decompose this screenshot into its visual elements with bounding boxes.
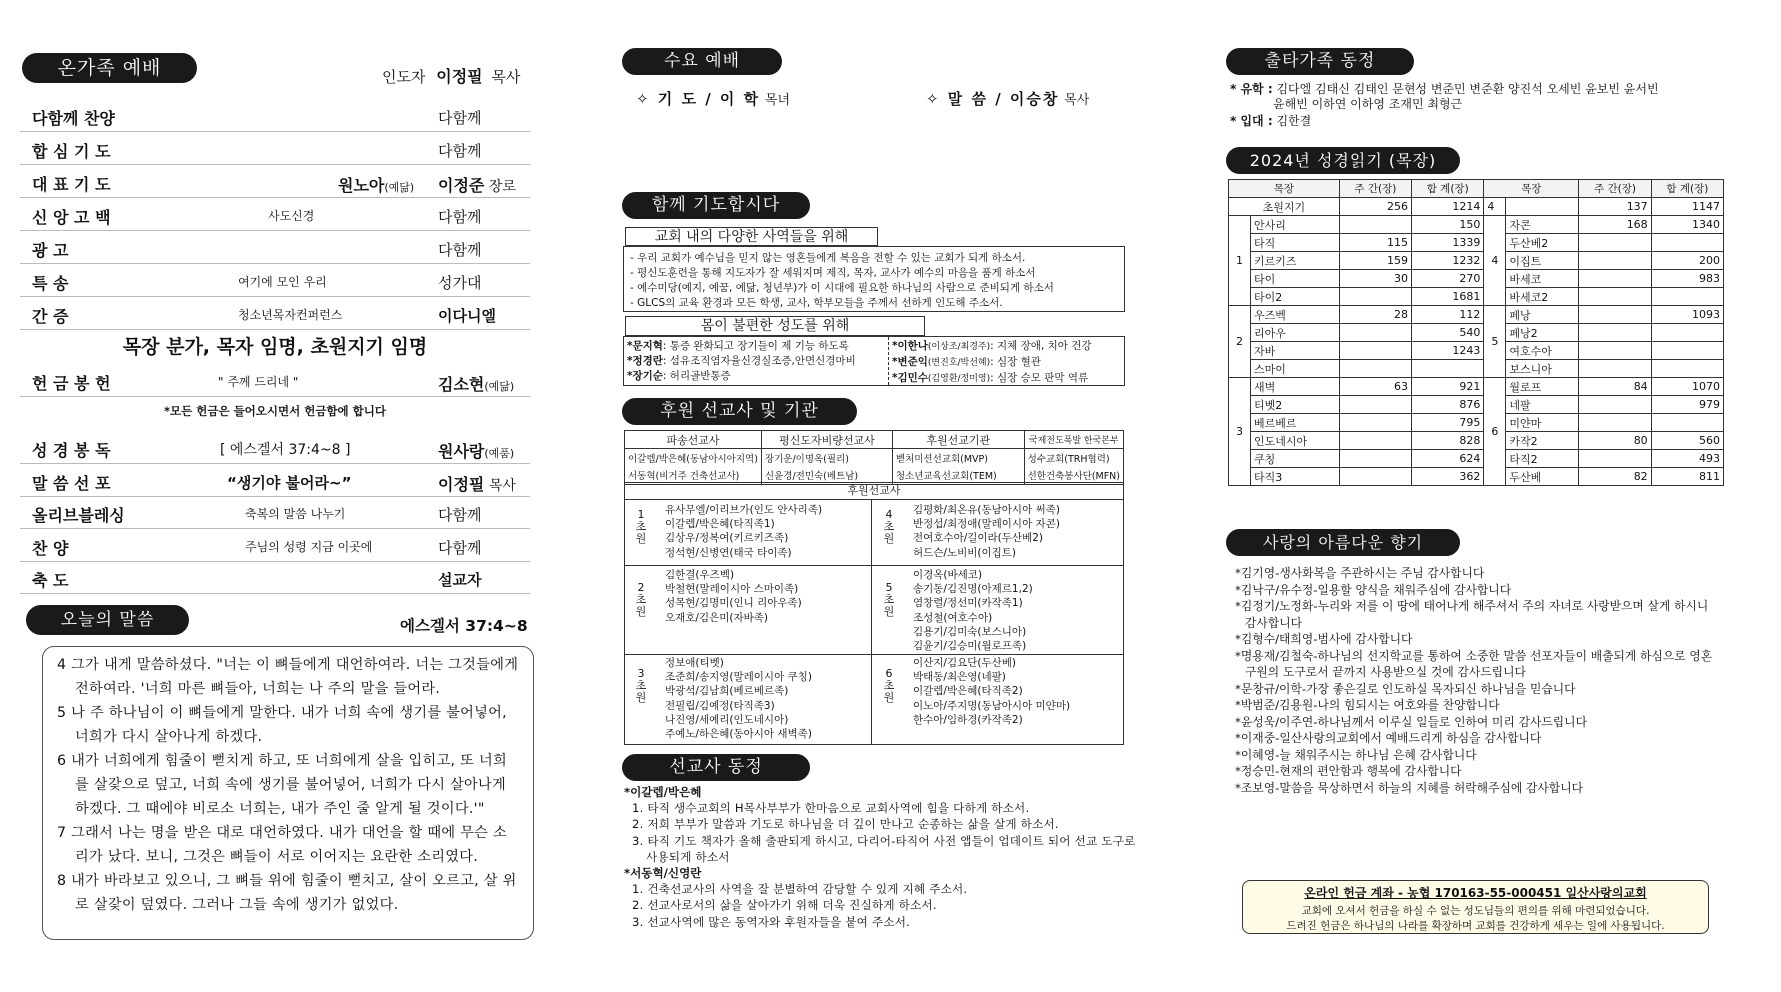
bible-name <box>1506 198 1579 216</box>
news-item: 2. 선교사로서의 삶을 살아가기 위해 더욱 진실하게 하소서. <box>632 898 937 913</box>
group-list <box>913 503 1060 560</box>
group-list <box>665 568 802 625</box>
thanks-item: *김형수/태희영-범사에 감사합니다 <box>1235 632 1413 646</box>
order-row <box>20 133 530 165</box>
support-cell: 성수교회(TRH협력) <box>1024 449 1123 467</box>
bible-header: 합 계(장) <box>1651 180 1723 198</box>
order-row <box>20 100 530 132</box>
bible-name: 바세코 <box>1506 270 1579 288</box>
order-person: 다함께 <box>438 109 482 127</box>
bible-row <box>1229 432 1724 450</box>
support-cell: 이갈렙/박은혜(동남아시아지역) <box>625 449 762 467</box>
bible-week: 159 <box>1339 252 1411 270</box>
order-detail: 여기에 모인 우리 <box>238 275 327 289</box>
bible-total: 1243 <box>1412 342 1484 360</box>
bible-row <box>1229 216 1724 234</box>
news-list <box>624 784 1144 930</box>
news-item: 2. 저희 부부가 말씀과 기도로 하나님을 더 깊이 만나고 순종하는 삶을 살게 하소서. <box>632 817 1059 832</box>
missionary-item: 이갈렙/박은혜(타직족1) <box>665 518 775 531</box>
bible-header-row <box>1229 180 1724 198</box>
order-person: 다함께 <box>438 208 482 226</box>
bible-group: 4 <box>1484 216 1506 306</box>
offering-person: 김소현(예닮) <box>438 375 515 394</box>
bible-total: 362 <box>1412 468 1484 486</box>
missionary-item: 전여호수아/길이라(두산베2) <box>913 532 1043 545</box>
order-person: 다함께 <box>438 241 482 259</box>
account-box <box>1242 880 1709 934</box>
bible-row <box>1229 450 1724 468</box>
bible-header: 주 간(장) <box>1339 180 1411 198</box>
bible-week: 63 <box>1339 378 1411 396</box>
bible-name: 페낭2 <box>1506 324 1579 342</box>
order-person: 설교자 <box>438 571 482 589</box>
missionary-item: 김윤기/김승미(월로프족) <box>913 640 1027 653</box>
missionary-item: 이갈렙/박은혜(타직족2) <box>913 685 1023 698</box>
bible-name: 리아우 <box>1251 324 1340 342</box>
order-row <box>20 562 530 594</box>
bible-total <box>1651 324 1723 342</box>
bible-name: 베르베르 <box>1251 414 1340 432</box>
group-label: 2초원 <box>635 581 647 618</box>
missionary-item: 정석현/신병연(태국 타이족) <box>665 546 792 559</box>
bible-name: 두산베2 <box>1506 234 1579 252</box>
bible-total <box>1651 342 1723 360</box>
sick-item: *이한나(이상조/최경주): 지체 장애, 치아 건강 <box>892 340 1092 352</box>
bible-total: 1147 <box>1651 198 1723 216</box>
thanks-item: *조보영-말씀을 묵상하면서 하늘의 지혜를 허락해주심에 감사합니다 <box>1235 780 1583 795</box>
bible-total: 828 <box>1412 432 1484 450</box>
supported-header: 후원선교사 <box>625 483 1123 500</box>
order-label: 신 앙 고 백 <box>32 208 111 227</box>
missionary-item: 유사무엘/이리브가(인도 안사리족) <box>665 504 823 516</box>
verse: 7 그래서 나는 명을 받은 대로 대언하였다. 내가 대언을 할 때에 무슨 소리가 났다. 보니, 그것은 뼈들이 서로 이어지는 요란한 소리였다. <box>57 825 507 865</box>
offering-label: 헌 금 봉 헌 <box>32 374 111 393</box>
worship-title: 온가족 예배 <box>22 53 197 83</box>
bible-name: 자바 <box>1251 342 1340 360</box>
bible-total <box>1651 414 1723 432</box>
bible-week <box>1579 396 1651 414</box>
order-person: 다함께 <box>438 142 482 160</box>
missionary-item: 오재호/김은미(자바족) <box>665 611 769 624</box>
bible-name: 타직 <box>1251 234 1340 252</box>
order-person: 다함께 <box>438 506 482 524</box>
bible-week <box>1339 414 1411 432</box>
word-title: 오늘의 말씀 <box>26 605 189 635</box>
bible-week <box>1339 324 1411 342</box>
bible-total: 270 <box>1412 270 1484 288</box>
bible-week <box>1579 270 1651 288</box>
bible-name: 네팔 <box>1506 396 1579 414</box>
thanks-item: *김기영-생사화복을 주관하시는 주님 감사합니다 <box>1235 566 1485 580</box>
bible-week <box>1339 216 1411 234</box>
bible-group: 2 <box>1229 306 1251 378</box>
order-label: 올리브블레싱 <box>32 506 125 525</box>
bible-week <box>1339 288 1411 306</box>
bible-row <box>1229 468 1724 486</box>
order-row <box>20 232 530 264</box>
bible-name: 인도네시아 <box>1251 432 1340 450</box>
bible-row <box>1229 252 1724 270</box>
missionary-item: 김한결(우즈벡) <box>665 569 735 581</box>
family-title: 출타가족 동정 <box>1226 48 1414 75</box>
thanks-item: *정승민-현재의 편안함과 행복에 감사합니다 <box>1235 764 1462 778</box>
news-item: 1. 건축선교사의 사역을 잘 분별하여 감당할 수 있게 지혜 주소서. <box>632 882 968 897</box>
bible-name: 보스니아 <box>1506 360 1579 378</box>
sick-box-title: 몸이 불편한 성도를 위해 <box>625 316 925 336</box>
ministry-item: - 우리 교회가 예수님을 믿지 않는 영혼들에게 복음을 전할 수 있는 교회가 되게 하소서. <box>630 252 1026 264</box>
verse: 6 내가 너희에게 힘줄이 뻗치게 하고, 또 너희에게 살을 입히고, 또 너희를 살갗으로 덮고, 너희 속에 생기를 불어넣어, 너희가 다시 살아나게 하겠다. 그 때에야 비로소 너희는, 내가 주인 줄 알게 될 것이다.'" <box>57 753 507 817</box>
bible-week: 30 <box>1339 270 1411 288</box>
sick-item: *김민수(김영환/정미영): 심장 승모 판막 역류 <box>892 372 1089 384</box>
bible-row <box>1229 270 1724 288</box>
bible-week: 137 <box>1579 198 1651 216</box>
bible-total <box>1651 360 1723 378</box>
pray-title: 함께 기도합시다 <box>622 192 810 219</box>
support-table <box>624 430 1124 485</box>
verse: 4 그가 내게 말씀하셨다. "너는 이 뼈들에게 대언하여라. 너는 그것들에게 전하여라. '너희 마른 뼈들아, 너희는 나 주의 말을 들어라. <box>57 657 519 697</box>
bible-week: 256 <box>1339 198 1411 216</box>
ministry-box <box>623 246 1125 312</box>
bible-week <box>1579 360 1651 378</box>
bible-name: 우즈벡 <box>1251 306 1340 324</box>
offering-song: " 주께 드리네 " <box>218 375 299 389</box>
bible-total: 921 <box>1412 378 1484 396</box>
thanks-list <box>1233 565 1723 796</box>
thanks-item: *명용재/김철숙-하나님의 선지학교를 통하여 소중한 말씀 선포자들이 배출되게 하심으로 영혼 구원의 도구로서 끝까지 사용받으실 것에 감사드립니다 <box>1235 648 1713 679</box>
missionary-item: 정보애(티벳) <box>665 657 724 669</box>
sick-item: *정경란: 섬유조직염자율신경실조증,안면신경마비 <box>627 355 856 367</box>
bible-week: 82 <box>1579 468 1651 486</box>
order-detail: 사도신경 <box>268 209 315 223</box>
leader-title: 목사 <box>491 68 521 86</box>
missionary-item: 김평화/최온유(동남아시아 써족) <box>913 504 1060 516</box>
wednesday-sermon: ✧ 말 씀 / 이승창 목사 <box>926 90 1090 108</box>
bible-name: 타직2 <box>1506 450 1579 468</box>
thanks-item: *김낙구/유수정-일용할 양식을 채워주심에 감사합니다 <box>1235 582 1512 597</box>
thanks-item: *윤성욱/이주연-하나님께서 이루실 일들로 인하여 미리 감사드립니다 <box>1235 714 1587 729</box>
order-detail: 청소년목자컨퍼런스 <box>238 308 343 322</box>
order-label: 합 심 기 도 <box>32 142 111 161</box>
group-list <box>913 656 1070 727</box>
order-detail: “생기야 불어라~” <box>227 473 352 492</box>
news-who: *서동혁/신영란 <box>624 866 702 881</box>
bible-row <box>1229 342 1724 360</box>
bible-table <box>1228 179 1724 486</box>
bible-name: 여호수아 <box>1506 342 1579 360</box>
news-item: 3. 선교사역에 많은 동역자와 후원자들을 붙여 주소서. <box>632 914 911 929</box>
missionary-item: 주예노/하은혜(동아시아 새벽족) <box>665 728 812 741</box>
sick-item: *장기순: 허리골반통증 <box>627 370 731 382</box>
bible-week <box>1579 450 1651 468</box>
offering-note: *모든 헌금은 들어오시면서 헌금함에 합니다 <box>164 404 386 418</box>
order-label: 찬 양 <box>32 538 69 558</box>
thanks-item: *박범준/김용원-나의 힘되시는 여호와를 찬양합니다 <box>1235 698 1500 712</box>
account-note-1: 교회에 오셔서 헌금을 하실 수 없는 성도님들의 편의를 위해 마련되었습니다. <box>1301 905 1650 917</box>
bible-group: 4 <box>1484 198 1506 216</box>
order-label: 축 도 <box>32 571 69 590</box>
news-title: 선교사 동정 <box>622 754 810 781</box>
bible-total: 200 <box>1651 252 1723 270</box>
support-cell: 벧처미션선교회(MVP) <box>892 449 1024 467</box>
bible-name: 이집트 <box>1506 252 1579 270</box>
account-note-2: 드려진 헌금은 하나님의 나라를 확장하며 교회를 건강하게 세우는 일에 사용됩니다. <box>1286 920 1665 932</box>
order-detail: 축복의 말씀 나누기 <box>245 507 346 521</box>
missionary-item: 허드슨/노비비(이집트) <box>913 546 1017 559</box>
sick-item: *변준익(변진호/박선혜): 심장 혈관 <box>892 356 1041 368</box>
bible-name: 월로프 <box>1506 378 1579 396</box>
bible-total: 1093 <box>1651 306 1723 324</box>
bible-name: 타직3 <box>1251 468 1340 486</box>
bible-group: 3 <box>1229 378 1251 486</box>
thanks-title: 사랑의 아름다운 향기 <box>1226 529 1460 556</box>
bible-week: 28 <box>1339 306 1411 324</box>
missionary-item: 박태동/최은영(네팔) <box>913 671 1006 684</box>
bible-name: 새벽 <box>1251 378 1340 396</box>
missionary-item: 이노아/주지명(동남아시아 미얀마) <box>913 699 1071 712</box>
leader-line <box>382 64 520 87</box>
news-item: 1. 타직 생수교회의 H목사부부가 한마음으로 교회사역에 힘을 다하게 하소서. <box>632 801 1030 816</box>
bible-group: 1 <box>1229 216 1251 306</box>
thanks-item: *이재중-일산사랑의교회에서 예배드리게 하심을 감사합니다 <box>1235 731 1542 745</box>
leader-name: 이정필 <box>436 67 483 86</box>
bible-name: 자콘 <box>1506 216 1579 234</box>
support-cell: 선한건축봉사단(MFN) <box>1024 467 1123 485</box>
group-label: 6초원 <box>883 667 895 704</box>
wednesday-prayer: ✧ 기 도 / 이 학 목녀 <box>636 90 791 108</box>
group-label: 5초원 <box>883 581 895 618</box>
missionary-item: 이경옥(바세코) <box>913 569 983 581</box>
bible-row <box>1229 306 1724 324</box>
missionary-item: 김상우/정복여(키르키즈족) <box>665 532 789 545</box>
bible-week: 168 <box>1579 216 1651 234</box>
bible-total: 1339 <box>1412 234 1484 252</box>
order-label: 대 표 기 도 <box>32 175 111 194</box>
order-label: 성 경 봉 독 <box>32 441 111 460</box>
order-person: 다함께 <box>438 538 482 557</box>
bible-row <box>1229 198 1724 216</box>
bible-header: 합 계(장) <box>1412 180 1484 198</box>
offering-row <box>20 365 530 397</box>
support-row <box>625 449 1124 467</box>
family-army: * 입대 : 김한결 <box>1230 114 1312 128</box>
ministry-item: - 예수미당(예지, 예꿈, 예닮, 청년부)가 이 시대에 필요한 하나님의 사람으로 준비되게 하소서 <box>630 282 1054 294</box>
bible-row <box>1229 360 1724 378</box>
thanks-item: *문창규/이학-가장 좋은길로 인도하실 목자되신 하나님을 믿습니다 <box>1235 681 1576 696</box>
bible-name: 키르키즈 <box>1251 252 1340 270</box>
bible-week <box>1339 432 1411 450</box>
bible-name: 바세코2 <box>1506 288 1579 306</box>
ministry-box-title: 교회 내의 다양한 사역들을 위해 <box>625 227 878 246</box>
bible-name: 쿠칭 <box>1251 450 1340 468</box>
missionary-item: 반정섭/최정애(말레이시아 자콘) <box>913 518 1060 531</box>
bible-week <box>1339 342 1411 360</box>
bible-total: 979 <box>1651 396 1723 414</box>
bible-row <box>1229 414 1724 432</box>
group-list <box>665 656 812 741</box>
bible-total: 150 <box>1412 216 1484 234</box>
missionary-item: 박철현(말레이시아 스마이족) <box>665 583 799 596</box>
missionary-item: 박광석/김남희(베르베르족) <box>665 685 789 698</box>
bible-name: 안사리 <box>1251 216 1340 234</box>
bible-total: 624 <box>1412 450 1484 468</box>
order-label: 특 송 <box>32 274 69 293</box>
bible-total <box>1651 288 1723 306</box>
support-cell: 신윤경/전민숙(베트남) <box>761 467 892 485</box>
group-label: 3초원 <box>635 667 647 704</box>
bible-week: 80 <box>1579 432 1651 450</box>
bible-total: 1070 <box>1651 378 1723 396</box>
leader-role: 인도자 <box>382 68 426 86</box>
bible-name: 스마이 <box>1251 360 1340 378</box>
bible-total: 540 <box>1412 324 1484 342</box>
ministry-item: - 평신도훈련을 통해 지도자가 잘 세워지며 제직, 목자, 교사가 예수의 마음을 품게 하소서 <box>630 267 1036 279</box>
bible-name: 미얀마 <box>1506 414 1579 432</box>
sick-box <box>623 336 1125 386</box>
order-person-secondary: 원노아(예닮) <box>338 176 415 195</box>
bible-week <box>1339 396 1411 414</box>
bible-group: 6 <box>1484 378 1506 486</box>
support-header: 파송선교사 <box>625 431 762 449</box>
bible-header: 목장 <box>1229 180 1340 198</box>
verse: 8 내가 바라보고 있으니, 그 뼈들 위에 힘줄이 뻗치고, 살이 오르고, 살 위로 살갗이 덮였다. 그러나 그들 속에 생기가 없었다. <box>57 873 517 913</box>
bible-total <box>1651 234 1723 252</box>
account-line: 온라인 헌금 계좌 - 농협 170163-55-000451 일산사랑의교회 <box>1304 886 1647 900</box>
missionary-item: 이산지/김요단(두산베) <box>913 657 1017 669</box>
bible-row <box>1229 288 1724 306</box>
order-row <box>20 265 530 297</box>
verse: 5 나 주 하나님이 이 뼈들에게 말한다. 내가 너희 속에 생기를 불어넣어, 너희가 다시 살아나게 하겠다. <box>57 705 507 745</box>
support-header-row <box>625 431 1124 449</box>
order-row <box>20 497 530 529</box>
word-reference: 에스겔서 37:4~8 <box>400 617 528 635</box>
bible-total: 876 <box>1412 396 1484 414</box>
bible-name: 타이 <box>1251 270 1340 288</box>
verses-box <box>42 646 534 940</box>
bible-week <box>1339 468 1411 486</box>
supported-missionaries <box>624 482 1124 745</box>
bible-week: 84 <box>1579 378 1651 396</box>
order-person: 이정준 장로 <box>438 176 516 195</box>
news-who: *이갈렙/박은혜 <box>624 785 702 799</box>
missionary-item: 전필립/김예정(타직족3) <box>665 699 775 712</box>
bible-week <box>1579 342 1651 360</box>
missionary-item: 염창렬/정선미(카작족1) <box>913 597 1023 610</box>
bible-name: 페낭 <box>1506 306 1579 324</box>
support-header: 후원선교기관 <box>892 431 1024 449</box>
support-cell: 서동혁(비거주 건축선교사) <box>625 467 762 485</box>
support-title: 후원 선교사 및 기관 <box>622 398 857 425</box>
group-label: 1초원 <box>635 508 647 545</box>
bible-total: 1232 <box>1412 252 1484 270</box>
bible-row <box>1229 378 1724 396</box>
order-row <box>20 432 530 464</box>
order-detail: 주님의 성령 지금 이곳에 <box>245 539 373 554</box>
order-label: 말 씀 선 포 <box>32 473 111 493</box>
order-row <box>20 530 530 562</box>
bible-title: 2024년 성경읽기 (목장) <box>1226 147 1460 174</box>
thanks-item: *이혜영-늘 채워주시는 하나님 은혜 감사합니다 <box>1235 747 1477 762</box>
order-person: 이정필 목사 <box>438 474 516 494</box>
order-label: 간 증 <box>32 307 69 326</box>
bible-name: 티벳2 <box>1251 396 1340 414</box>
missionary-item: 조성철(여호수아) <box>913 611 993 624</box>
bible-total: 1681 <box>1412 288 1484 306</box>
bible-group: 5 <box>1484 306 1506 378</box>
group-list <box>913 568 1033 653</box>
bible-total: 811 <box>1651 468 1723 486</box>
order-person: 원사랑(예품) <box>438 442 515 461</box>
bible-total: 1214 <box>1412 198 1484 216</box>
bible-week <box>1579 324 1651 342</box>
missionary-item: 조준희/송지영(말레이시아 쿠칭) <box>665 671 812 684</box>
order-detail: [ 에스겔서 37:4~8 ] <box>220 442 351 458</box>
order-label: 다함께 찬양 <box>32 109 115 128</box>
ministry-item: - GLCS의 교육 환경과 모든 학생, 교사, 학부모들을 주께서 선하게 인도해 주소서. <box>630 297 1003 309</box>
bible-week <box>1339 450 1411 468</box>
bible-total: 795 <box>1412 414 1484 432</box>
news-item: 3. 타직 기도 책자가 올해 출판되게 하시고, 다리어-타직어 사전 앱들이 업데이트 되어 선교 도구로 사용되게 하소서 <box>632 833 1136 864</box>
bible-week: 115 <box>1339 234 1411 252</box>
bible-row <box>1229 234 1724 252</box>
order-person: 이다니엘 <box>438 307 496 325</box>
bible-week <box>1579 234 1651 252</box>
support-cell: 청소년교육선교회(TEM) <box>892 467 1024 485</box>
bible-week <box>1579 306 1651 324</box>
thanks-item: *김정기/노정화-누리와 저를 이 땅에 태어나게 해주셔서 주의 자녀로 사랑받으며 살게 하시니 감사합니다 <box>1235 599 1709 630</box>
group-list <box>665 503 822 560</box>
order-row <box>20 298 530 330</box>
group-label: 4초원 <box>883 508 895 545</box>
support-header: 평신도자비량선교사 <box>761 431 892 449</box>
missionary-item: 나진영/세예리(인도네시아) <box>665 713 789 726</box>
order-row <box>20 166 530 198</box>
family-study: * 유학 : 김다엘 김태신 김태인 문현성 변준민 변준환 양진석 오세빈 윤보빈 윤서빈 윤해빈 이하연 이하영 조재민 최형근 <box>1230 82 1659 111</box>
support-header: 국제전도폭발 한국본부 <box>1024 431 1123 449</box>
missionary-item: 송기동/김진명(아제르1,2) <box>913 583 1033 596</box>
special-heading: 목장 분가, 목자 임명, 초원지기 임명 <box>122 336 428 358</box>
bible-name: 타이2 <box>1251 288 1340 306</box>
bible-header: 주 간(장) <box>1579 180 1651 198</box>
bible-row <box>1229 396 1724 414</box>
bible-row <box>1229 324 1724 342</box>
bible-name: 카작2 <box>1506 432 1579 450</box>
bible-name: 초원지기 <box>1229 198 1340 216</box>
support-cell: 장기운/이명옥(필리) <box>761 449 892 467</box>
bible-week <box>1579 414 1651 432</box>
bible-total: 560 <box>1651 432 1723 450</box>
order-row <box>20 199 530 231</box>
order-label: 광 고 <box>32 241 69 260</box>
sick-item: *문지혁: 통증 완화되고 장기들이 제 기능 하도록 <box>627 340 849 352</box>
missionary-item: 김용기/김미숙(보스니아) <box>913 625 1027 638</box>
bible-name: 두산베 <box>1506 468 1579 486</box>
bible-total: 1340 <box>1651 216 1723 234</box>
wednesday-title: 수요 예배 <box>622 48 782 75</box>
missionary-item: 성목현/김명미(인니 리아우족) <box>665 597 802 610</box>
missionary-item: 한수아/임하경(카작족2) <box>913 713 1023 726</box>
bible-header: 목장 <box>1484 180 1579 198</box>
bible-total <box>1412 360 1484 378</box>
bible-total: 493 <box>1651 450 1723 468</box>
bible-total: 983 <box>1651 270 1723 288</box>
bible-week <box>1579 288 1651 306</box>
order-row <box>20 465 530 497</box>
bible-total: 112 <box>1412 306 1484 324</box>
order-person: 성가대 <box>438 274 482 292</box>
bible-week <box>1339 360 1411 378</box>
bible-week <box>1579 252 1651 270</box>
